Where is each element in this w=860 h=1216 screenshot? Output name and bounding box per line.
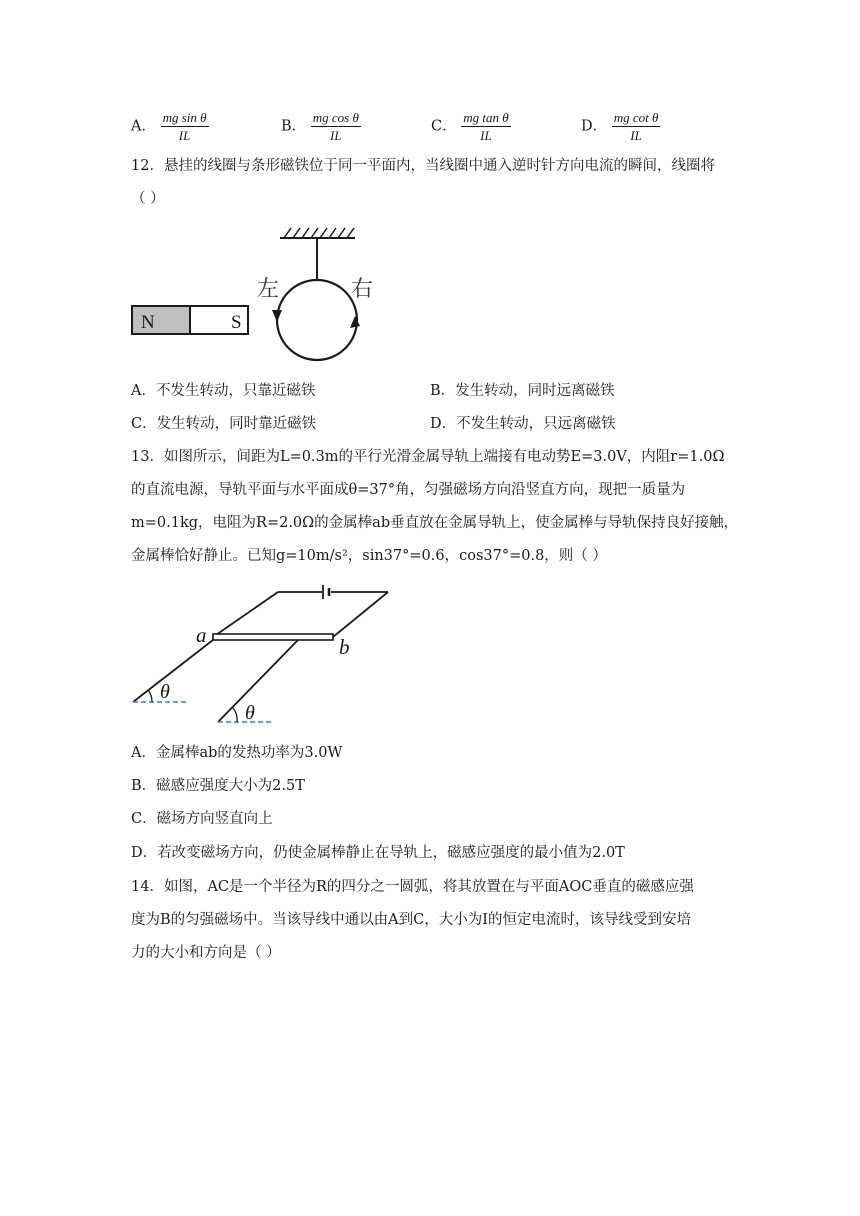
label-right: 右 bbox=[351, 276, 374, 301]
fraction: $\frac{\text{mg cot θ}}{IL}$ bbox=[613, 110, 659, 143]
q12-option-c: C．发生转动，同时靠近磁铁 bbox=[131, 416, 317, 432]
option-letter: C． bbox=[431, 118, 457, 135]
rod-ab bbox=[213, 634, 333, 640]
q14-stem-line-2: 度为B的匀强磁场中。当该导线中通以由A到C，大小为I的恒定电流时，该导线受到安培 bbox=[131, 912, 691, 928]
label-a: a bbox=[196, 623, 207, 647]
label-theta-right: θ bbox=[245, 702, 255, 724]
ceiling-hatch bbox=[284, 228, 354, 238]
coil bbox=[277, 280, 357, 360]
q13-stem-line-3: m=0.1kg，电阻为R=2.0Ω的金属棒ab垂直放在金属导轨上，使金属棒与导轨保持良好接触， bbox=[131, 515, 739, 531]
q13-option-a: A．金属棒ab的发热功率为3.0W bbox=[131, 745, 343, 761]
angle-arc-right bbox=[233, 708, 237, 722]
q11-option-c bbox=[431, 110, 511, 143]
fraction: $\frac{\text{mg sin θ}}{IL}$ bbox=[162, 110, 207, 143]
q13-option-b: B．磁感应强度大小为2.5T bbox=[131, 778, 305, 794]
q12-option-a: A．不发生转动，只靠近磁铁 bbox=[131, 383, 316, 399]
left-rail-upper bbox=[213, 592, 278, 637]
label-theta-left: θ bbox=[160, 681, 170, 703]
q13-option-c: C．磁场方向竖直向上 bbox=[131, 811, 273, 827]
q13-rail-figure bbox=[128, 582, 398, 728]
q13-stem-line-2: 的直流电源，导轨平面与水平面成θ=37°角，匀强磁场方向沿竖直方向，现把一质量为 bbox=[131, 482, 686, 498]
q12-coil-magnet-figure bbox=[125, 222, 385, 367]
fraction: $\frac{\text{mg cos θ}}{IL}$ bbox=[312, 110, 359, 143]
right-rail-upper bbox=[333, 592, 388, 637]
q11-option-a bbox=[131, 110, 209, 143]
angle-arc-left bbox=[148, 690, 152, 702]
q12-stem-line-1: 12．悬挂的线圈与条形磁铁位于同一平面内，当线圈中通入逆时针方向电流的瞬间，线圈将 bbox=[131, 158, 715, 174]
label-s: S bbox=[231, 312, 242, 333]
q11-option-d bbox=[581, 110, 660, 143]
option-letter: B． bbox=[281, 118, 307, 135]
label-n: N bbox=[141, 312, 155, 333]
current-arrow-right bbox=[350, 316, 360, 328]
current-arrow-left bbox=[272, 310, 282, 322]
q14-stem-line-3: 力的大小和方向是（ ） bbox=[131, 945, 281, 961]
q11-option-b bbox=[281, 110, 361, 143]
fraction: $\frac{\text{mg tan θ}}{IL}$ bbox=[463, 110, 509, 143]
q12-option-d: D．不发生转动，只远离磁铁 bbox=[430, 416, 616, 432]
label-left: 左 bbox=[257, 276, 280, 301]
q13-stem-line-1: 13．如图所示，间距为L=0.3m的平行光滑金属导轨上端接有电动势E=3.0V，内阻r=1.0Ω bbox=[131, 449, 725, 465]
left-rail-lower bbox=[133, 640, 213, 702]
q14-stem-line-1: 14．如图，AC是一个半径为R的四分之一圆弧，将其放置在与平面AOC垂直的磁感应强 bbox=[131, 879, 694, 895]
right-rail-lower bbox=[218, 640, 298, 722]
option-letter: D． bbox=[581, 118, 608, 135]
label-b: b bbox=[339, 635, 350, 659]
q13-option-d: D．若改变磁场方向，仍使金属棒静止在导轨上，磁感应强度的最小值为2.0T bbox=[131, 845, 625, 861]
option-letter: A． bbox=[131, 118, 156, 135]
q12-option-b: B．发生转动，同时远离磁铁 bbox=[430, 383, 615, 399]
q12-stem-line-2: （ ） bbox=[131, 191, 165, 207]
q13-stem-line-4: 金属棒恰好静止。已知g=10m/s²，sin37°=0.6，cos37°=0.8，则（ ） bbox=[131, 548, 607, 564]
